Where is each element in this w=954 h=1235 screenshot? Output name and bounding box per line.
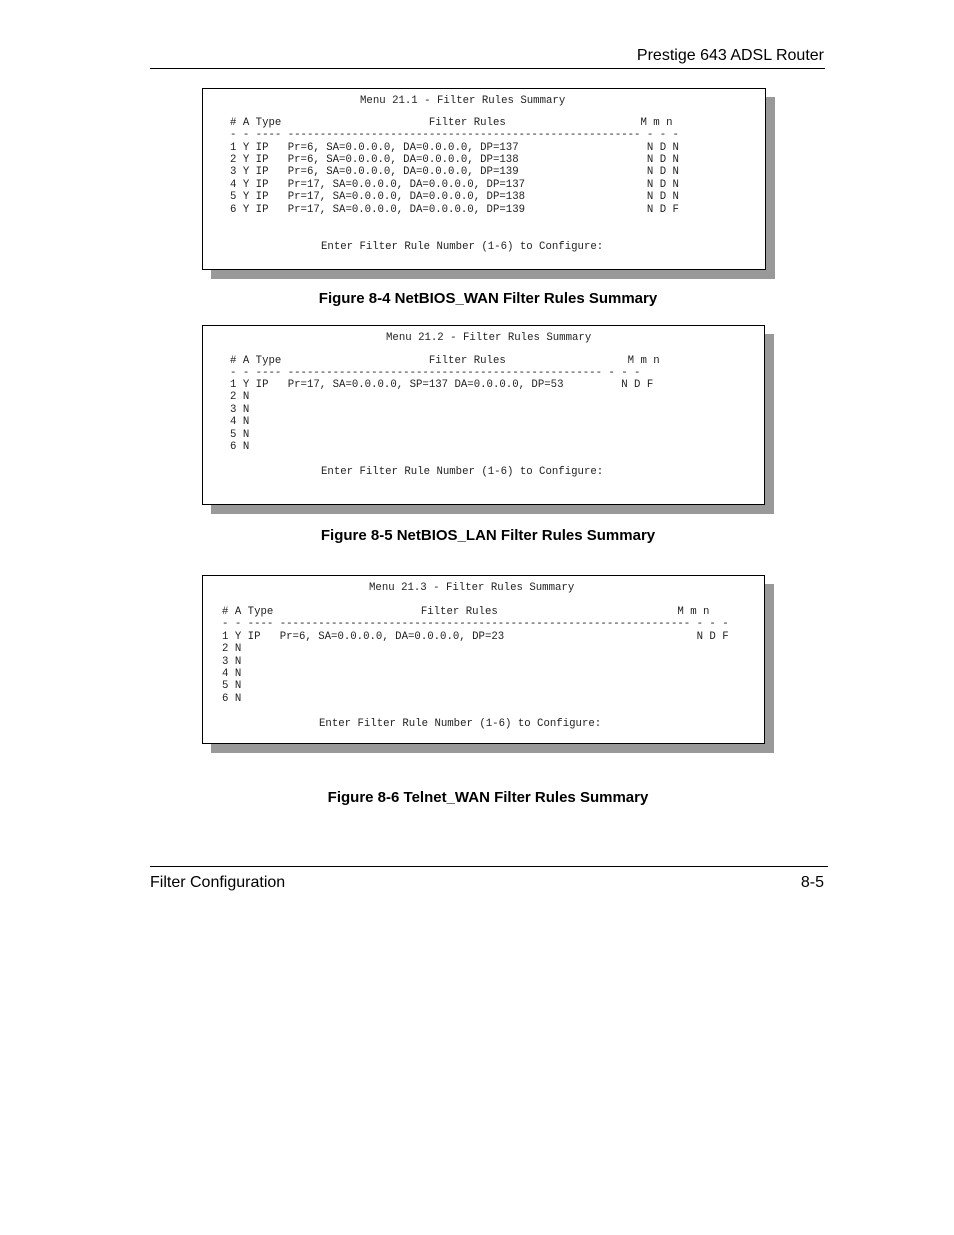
rule-row-5: 5 N bbox=[222, 680, 242, 692]
running-header-title: Prestige 643 ADSL Router bbox=[636, 47, 824, 64]
rule-row-3: 3 Y IP Pr=6, SA=0.0.0.0, DA=0.0.0.0, DP=139 N D N bbox=[230, 166, 679, 178]
figure-caption: Figure 8-5 NetBIOS_LAN Filter Rules Summary bbox=[320, 527, 656, 544]
column-header: # A Type Filter Rules M m n bbox=[230, 117, 673, 129]
rule-row-6: 6 N bbox=[230, 441, 250, 453]
rule-row-2: 2 N bbox=[230, 391, 250, 403]
column-dashes: - - ---- ------------------------------------------------------- - - - bbox=[230, 129, 679, 141]
header-rule bbox=[150, 68, 825, 69]
rule-row-6: 6 N bbox=[222, 693, 242, 705]
menu-title: Menu 21.3 - Filter Rules Summary bbox=[369, 582, 575, 594]
terminal-screen-menu-21-2 bbox=[202, 325, 765, 505]
figure-caption: Figure 8-4 NetBIOS_WAN Filter Rules Summary bbox=[318, 290, 658, 307]
rule-row-2: 2 N bbox=[222, 643, 242, 655]
rule-row-4: 4 Y IP Pr=17, SA=0.0.0.0, DA=0.0.0.0, DP=137 N D N bbox=[230, 179, 679, 191]
footer-rule bbox=[150, 866, 828, 867]
rule-row-1: 1 Y IP Pr=17, SA=0.0.0.0, SP=137 DA=0.0.0.0, DP=53 N D F bbox=[230, 379, 654, 391]
terminal-screen-menu-21-3 bbox=[202, 575, 765, 744]
rule-row-5: 5 N bbox=[230, 429, 250, 441]
rule-number-prompt[interactable]: Enter Filter Rule Number (1-6) to Configure: bbox=[321, 241, 604, 253]
rule-number-prompt[interactable]: Enter Filter Rule Number (1-6) to Configure: bbox=[319, 718, 602, 730]
rule-row-5: 5 Y IP Pr=17, SA=0.0.0.0, DA=0.0.0.0, DP=138 N D N bbox=[230, 191, 679, 203]
rule-row-2: 2 Y IP Pr=6, SA=0.0.0.0, DA=0.0.0.0, DP=138 N D N bbox=[230, 154, 679, 166]
column-dashes: - - ---- ---------------------------------------------------------------- - - - bbox=[222, 618, 729, 630]
rule-row-1: 1 Y IP Pr=6, SA=0.0.0.0, DA=0.0.0.0, DP=23 N D F bbox=[222, 631, 729, 643]
column-dashes: - - ---- ------------------------------------------------- - - - bbox=[230, 367, 641, 379]
terminal-screen-menu-21-1 bbox=[202, 88, 766, 270]
rule-row-3: 3 N bbox=[222, 656, 242, 668]
rule-row-3: 3 N bbox=[230, 404, 250, 416]
rule-number-prompt[interactable]: Enter Filter Rule Number (1-6) to Configure: bbox=[321, 466, 604, 478]
rule-row-6: 6 Y IP Pr=17, SA=0.0.0.0, DA=0.0.0.0, DP=139 N D F bbox=[230, 204, 679, 216]
menu-title: Menu 21.2 - Filter Rules Summary bbox=[386, 332, 592, 344]
column-header: # A Type Filter Rules M m n bbox=[222, 606, 710, 618]
menu-title: Menu 21.1 - Filter Rules Summary bbox=[360, 95, 566, 107]
rule-row-4: 4 N bbox=[230, 416, 250, 428]
rule-row-4: 4 N bbox=[222, 668, 242, 680]
rule-row-1: 1 Y IP Pr=6, SA=0.0.0.0, DA=0.0.0.0, DP=137 N D N bbox=[230, 142, 679, 154]
page-number: 8-5 bbox=[800, 874, 824, 891]
column-header: # A Type Filter Rules M m n bbox=[230, 355, 660, 367]
figure-caption: Figure 8-6 Telnet_WAN Filter Rules Summary bbox=[327, 789, 649, 806]
footer-section-name: Filter Configuration bbox=[150, 874, 286, 891]
